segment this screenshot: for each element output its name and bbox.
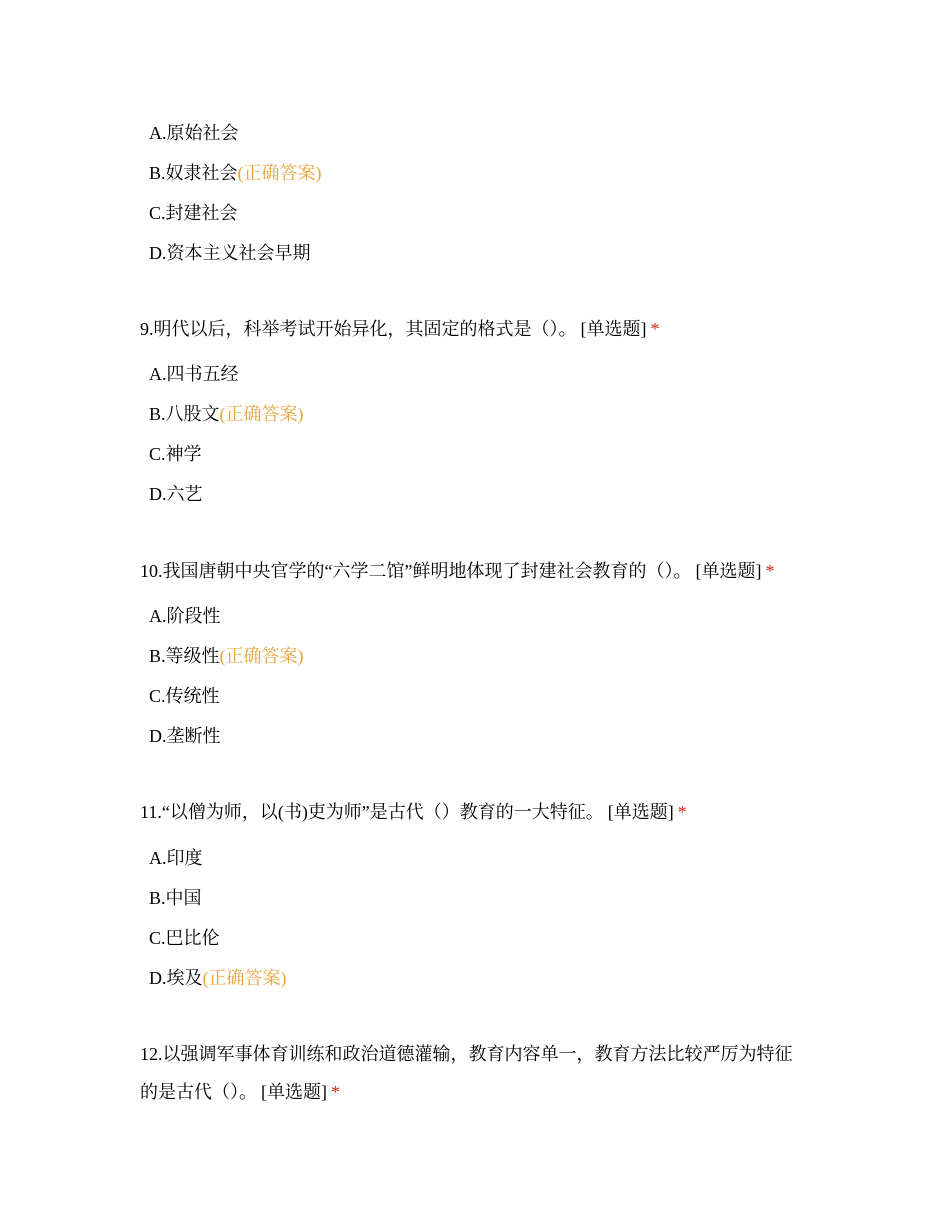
q11-options (149, 838, 287, 998)
q9-option-a (149, 354, 304, 394)
q8-options (149, 113, 322, 273)
option-text: C.传统性 (149, 686, 220, 706)
option-text: C.神学 (149, 444, 202, 464)
option-text: D.六艺 (149, 484, 203, 504)
q8-option-c (149, 193, 322, 233)
correct-answer-mark: (正确答案) (219, 646, 304, 666)
q9-option-b (149, 394, 304, 434)
question-type: [单选题] (607, 802, 674, 822)
q12-stem (140, 1035, 810, 1111)
correct-answer-mark: (正确答案) (219, 404, 304, 424)
required-star: * (331, 1082, 340, 1102)
option-text: D.垄断性 (149, 726, 221, 746)
required-star: * (677, 802, 687, 822)
q9-option-d (149, 474, 304, 514)
option-text: B.中国 (149, 888, 202, 908)
q11-option-a (149, 838, 287, 878)
q8-option-d (149, 233, 322, 273)
option-text: C.巴比伦 (149, 928, 220, 948)
required-star: * (650, 319, 660, 339)
option-text: D.埃及 (149, 968, 203, 988)
option-text: B.八股文 (149, 404, 220, 424)
q8-option-a (149, 113, 322, 153)
option-text: D.资本主义社会早期 (149, 243, 311, 263)
q11-stem (140, 793, 810, 831)
q8-option-b (149, 153, 322, 193)
q10-stem (140, 552, 810, 590)
q11-option-d (149, 958, 287, 998)
question-type: [单选题] (261, 1082, 327, 1102)
q10-option-d (149, 716, 304, 756)
q10-option-a (149, 596, 304, 636)
question-text: 11.“以僧为师，以(书)吏为师”是古代（）教育的一大特征。 (140, 802, 604, 822)
correct-answer-mark: (正确答案) (237, 163, 322, 183)
q9-option-c (149, 434, 304, 474)
option-text: C.封建社会 (149, 203, 238, 223)
option-text: A.印度 (149, 848, 203, 868)
required-star: * (765, 561, 775, 581)
q11-option-c (149, 918, 287, 958)
option-text: B.奴隶社会 (149, 163, 238, 183)
option-text: A.阶段性 (149, 606, 221, 626)
q9-options (149, 354, 304, 514)
q10-options (149, 596, 304, 756)
option-text: B.等级性 (149, 646, 220, 666)
option-text: A.四书五经 (149, 364, 239, 384)
option-text: A.原始社会 (149, 123, 239, 143)
q11-option-b (149, 878, 287, 918)
question-text: 12.以强调军事体育训练和政治道德灌输，教育内容单一，教育方法比较严厉为特征的是古代（）。 (140, 1044, 793, 1102)
question-text: 10.我国唐朝中央官学的“六学二馆”鲜明地体现了封建社会教育的（）。 (140, 561, 692, 581)
q9-stem (140, 310, 810, 348)
q10-option-c (149, 676, 304, 716)
question-type: [单选题] (580, 319, 647, 339)
question-type: [单选题] (695, 561, 762, 581)
question-text: 9.明代以后，科举考试开始异化，其固定的格式是（）。 (140, 319, 577, 339)
q10-option-b (149, 636, 304, 676)
correct-answer-mark: (正确答案) (202, 968, 287, 988)
